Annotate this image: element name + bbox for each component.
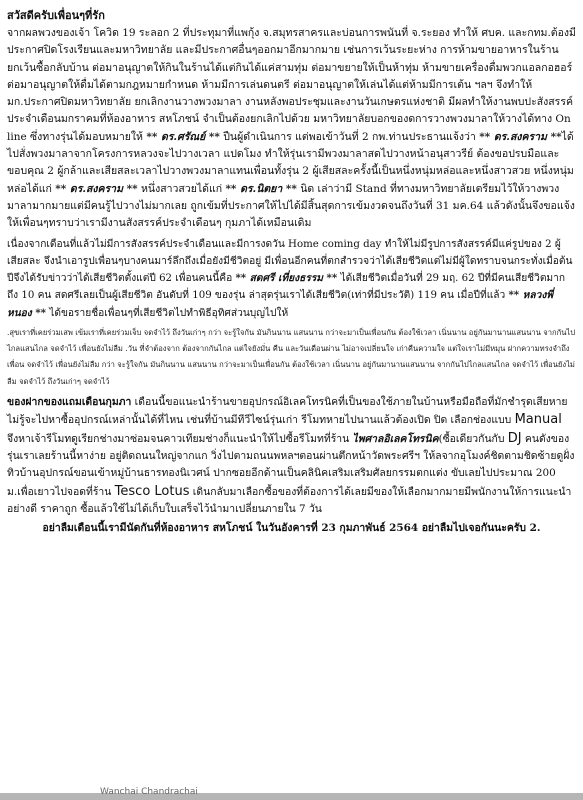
text: ได้ขอรายชื่อเพื่อนๆที่เสียชีวิตไปทำพิธีอุทิศส่วนบุญไปให้ [45, 307, 289, 319]
song-lyrics: .สุขเราที่เคยร่วมเสพ เข้มเราที่เคยร่วมเจ็บ จดจำไว้ ถึงวันเก่าๆ กว่า จะรู้ใจกัน มันกินนาน แสนนาน กว่าจะมาเป็นเพื่อนกัน ต้องใช้เวลา เนิ่นนาน อยู่กันมานานแสนนาน จากกันไปไกลแสนไกล จดจำไว้ เพื่อนยังไม่ลืม .วัน ที่จำต้องจาก ต้องจากกันไกล แต่ใจยังมั่น คืน และวันเดือนผ่าน ไม่อาจเปลี่ยนใจ เก่าคืนความใจ แต่ใจเราไม่มีหมุน ฝากความทรงจำถึงเพื่อน จดจำไว้ เพื่อนยังไม่ลืม กว่า จะรู้ใจกัน มันกินนาน แสนนาน กว่าจะมาเป็นเพื่อนกัน ต้องใช้เวลา เนิ่นนาน อยู่กันมานานแสนนาน จากกันไปไกลแสนไกล จดจำไว้ เพื่อนยังไม่ลืม จดจำไว้ ถึงวันเก่าๆ จดจำไว้ [7, 328, 576, 386]
person-name: ** ดร.สงคราม ** [479, 130, 562, 143]
text: นิด เล่าว่ามี Stand ที่ทางมหาวิทยาลัยเตรียมไว้ให้วางพวงมาลามากมายแต่มีคนรู้ไปวางไม่มากเลย ถูกเข้มที่ประกาศให้ไปได้มีสิ้นสุดการเข้มงวดจนถึงวันที่ 31 มค.64 แล้วดังนั้นจึงขอแจ้งให้เพื่อนๆทราบว่าเรามีงานสังสรรค์ประจำเดือนๆ กุมภาได้เหมือนเดิม [7, 182, 575, 230]
person-name: ** ดร.นิตยา ** [225, 182, 297, 195]
greeting: สวัสดีครับเพื่อนๆที่รัก [7, 9, 105, 22]
store-name: Tesco Lotus [114, 483, 190, 499]
paragraph-covid-news [7, 25, 576, 233]
text: ปืนผู้ดำเนินการ แต่พอเข้าวันที่ 2 กพ.ท่านประธานแจ้งว่า [219, 130, 480, 143]
person-name: ** ดร.สงคราม ** [55, 182, 138, 195]
footer-text: Wanchai Chandrachai [100, 787, 198, 797]
text: จากผลพวงของเจ้า โควิด 19 ระลอก 2 ที่ประทุมาที่แพกุ้ง จ.สมุทรสาครและบ่อนการพนันที่ จ.ระยอง ทำให้ ศบค. และกทม.ต้องมีประกาศปิดโรงเรียนและมหาวิทยาลัย และมีประกาศอื่นๆออกมาอีกมากมาย เช่นการเว้นระยะห่าง การห้ามขายอาหารในร้านยกเว้นซื้อกลับบ้าน ต่อมาอนุญาตให้กินในร้านได้แต่กินได้แค่สามทุ่ม ต่อมาขยายให้เป็นห้าทุ่ม ห้ามขายเครื่องดื่มพวกแอลกอฮอร์ ต่อมาอนุญาตให้ดื่มได้ตามกฎหมายกำหนด ห้ามมีการเล่นดนตรี ต่อมาอนุญาตให้เล่นได้แต่ห้ามมีการเต้น ฯลฯ จึงทำให้ มก.ประกาศปิดมหาวิทยาลัย ยกเลิกงานวางพวงมาลา งานหลังพอประชุมและงานวันเกษตรแห่งชาติ มีผลทำให้งานพบปะสังสรรค์ประจำเดือนมกราคมที่ห้องอาหาร สหโภชน์ จำเป็นต้องยกเลิกไปด้วย มหาวิทยาลัยบอกของดการวางพวงมาลาให้วางได้ทาง On line ซึ่งทางรุ่นได้มอบหมายให้ [7, 27, 576, 143]
text: จึงหาเจ้ารีโมทดูเรียกช่างมาซ่อมจนคาวเทียมช่างก็แนะนำให้ไปซื้อรีโมทที่ร้าน [7, 432, 353, 445]
closing-reminder: อย่าลืมเดือนนี้เรามีนัดกันที่ห้องอาหาร สหโภชน์ ในวันอังคารที่ 23 กุมภาพันธ์ 2564 อย่าลืมไปเจอกันนะครับ 2. [42, 521, 541, 534]
manual-word: Manual [514, 412, 562, 428]
person-name: ** ดร.ศรัณย์ ** [146, 130, 220, 143]
person-name: ** หลวงพี่หนอง ** [7, 289, 554, 319]
dj-word: DJ [507, 430, 522, 446]
paragraph-shop-recommendation [7, 394, 576, 519]
text: เดือนนี้ขอแนะนำร้านขายอุปกรณ์อิเลคโทรนิคที่เป็นของใช้ภายในบ้านหรือมือถือที่มักชำรุดเสียหายไม่รู้จะไปหาซื้ออุปกรณ์เหล่านั้นได้ที่ไหน เช่นที่บ้านมีทีวีไซน์รุ่นเก่า รีโมทหายไปนานแล้วต้องเปิด ปิด เลือกช่องแบบ [7, 395, 568, 427]
text: (ซื้อเดียวกันกับ [438, 432, 508, 445]
person-name: ** สดศรี เที่ยงธรรม ** [235, 272, 338, 285]
text: หนึ่งสาวสวยได้แก่ [137, 182, 226, 195]
text: ได้เสียชีวิตเมื่อวันที่ 29 มฤ. 62 ปีที่มีคนเสียชีวิตมากถึง 10 คน สดศรีเลยเป็นผู้เสียชีวิต อันดับที่ 109 ของรุ่น ล่าสุดรุ่นเราได้เสียชีวิต(เท่าที่มีประวัติ) 119 คน เมื่อปีที่แล้ว [7, 273, 566, 302]
bottom-strip [0, 787, 583, 800]
shop-name: ไพศาลอิเลคโทรนิค [352, 432, 439, 445]
paragraph-memorial [7, 236, 576, 322]
section-heading: ของฝากของแถมเดือนกุมภา [7, 395, 132, 408]
text: เนื่องจากเดือนที่แล้วไม่มีการสังสรรค์ประจำเดือนและมีการงดวัน Home coming day ทำให้ไม่มีรูปการสังสรรค์มีแค่รูปของ 2 ผู้เสียสละ จึงนำเอารูปเพื่อนๆบางคนมาร์ลึกถึงเมื่อยังมีชีวิตอยู่ มีเพื่อนอีกคนที่ตกสำรวจว่าได้เสียชีวิตแต่ไม่มีผู้ใดทราบจนกระทั่งเมื่อต้นปีจึงได้รับข่าวว่าได้เสียชีวิตตั้งแต่ปี 62 เพื่อนคนนี้คือ [7, 238, 573, 285]
newsletter-page [7, 8, 576, 537]
text: ได้ไปสั่งพวงมาลาจากโครงการหลวงจะไปวางเวลา แปดโมง ทำให้รุ่นเรามีพวงมาลาสดไปวางหน้าอนุสาวรีย์ ต้องขอปรบมือและขอบคุณ 2 ผู้กล้าและเสียสละเวลาไปวางพวงมาลาแทนเพื่อนทั้งรุ่น 2 ผู้เสียสละครั้งนี้เป็นหนึ่งหนุ่มหล่อและหนึ่งสาวสวย หนึ่งหนุ่มหล่อได้แก่ [7, 130, 574, 195]
text: คนดังของรุ่นเราเลยร้านนี้หาง่าย อยู่ติดถนนใหญ่จากแก วิ่งไปตามถนนพหลฯตอนผ่านตึกหน้าวัดพระศรีฯ ให้ลจากอุโมงค์ชิดตามชิดซ้ายดูฝั่งทิวบ้านอุปกรณ์ขอนเข้าหมู่บ้านธารทองนิเวศน์ ปากซอยอีกด้านเป็นคลินิคเสริมเสริมศัลยกรรมตกแต่ง ขับเลยไปประมาณ 200 ม.เพื่อเยาวไปจอดที่ร้าน [7, 432, 575, 498]
text: เดินกลับมาเลือกซื้อของที่ต้องการได้เลยมีของให้เลือกมากมายมีพนักงานให้การแนะนำอย่างดี ราคาถูก ซื้อแล้วใช้ไม่ได้เก็บใบเสร็จไว้นำมาเปลี่ยนภายใน 7 วัน [7, 485, 572, 516]
